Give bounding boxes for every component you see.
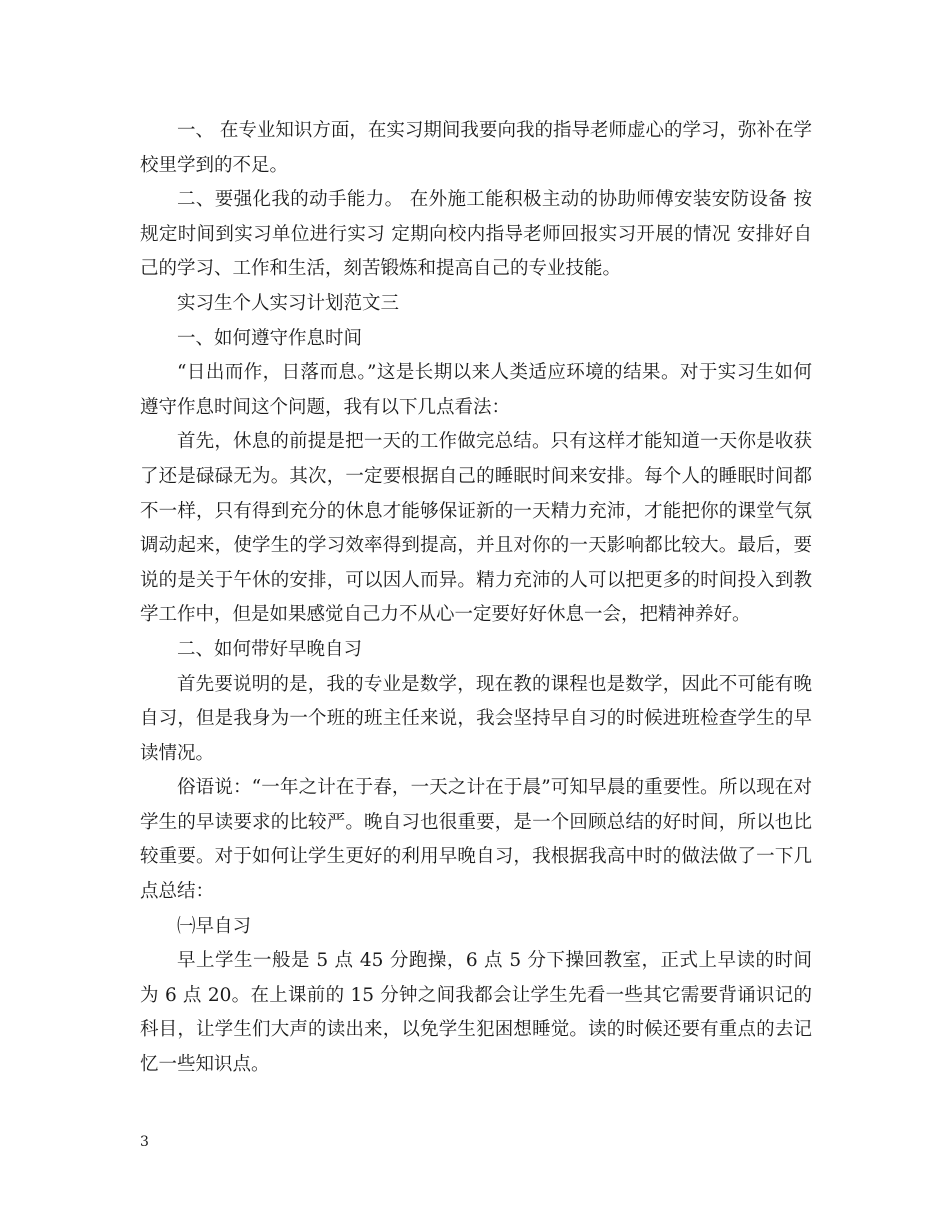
subheading-2: 二、如何带好早晚自习 <box>177 638 363 660</box>
paragraph-6: 俗语说：“一年之计在于春，一天之计在于晨”可知早晨的重要性。所以现在对学生的早读要求的比较严。晚自习也很重要，是一个回顾总结的好时间，所以也比较重要。对于如何让学生更好的利用早晚自习，我根据我高中时的做法做了一下几点总结： <box>140 777 812 903</box>
page-number: 3 <box>140 1134 149 1150</box>
section-title: 实习生个人实习计划范文三 <box>177 292 400 314</box>
paragraph-3: “日出而作，日落而息。”这是长期以来人类适应环境的结果。对于实习生如何遵守作息时间这个问题，我有以下几点看法： <box>140 362 812 418</box>
paragraph-7: 早上学生一般是 5 点 45 分跑操，6 点 5 分下操回教室，正式上早读的时间为 6 点 20。在上课前的 15 分钟之间我都会让学生先看一些其它需要背诵识记的科目，让学生们大声的读出来，以免学生犯困想睡觉。读的时候还要有重点的去记忆一些知识点。 <box>140 950 812 1076</box>
paragraph-1: 一、 在专业知识方面，在实习期间我要向我的指导老师虚心的学习，弥补在学校里学到的不足。 <box>140 120 812 176</box>
subheading-1: 一、如何遵守作息时间 <box>177 327 363 349</box>
subheading-3: ㈠早自习 <box>177 915 252 937</box>
paragraph-2: 二、要强化我的动手能力。 在外施工能积极主动的协助师傅安装安防设备 按规定时间到实习单位进行实习 定期向校内指导老师回报实习开展的情况 安排好自己的学习、工作和生活，刻苦锻炼和提高自己的专业技能。 <box>140 189 812 280</box>
document-body <box>140 114 812 1083</box>
paragraph-5: 首先要说明的是，我的专业是数学，现在教的课程也是数学，因此不可能有晚自习，但是我身为一个班的班主任来说，我会坚持早自习的时候进班检查学生的早读情况。 <box>140 673 812 764</box>
paragraph-4: 首先，休息的前提是把一天的工作做完总结。只有这样才能知道一天你是收获了还是碌碌无为。其次，一定要根据自己的睡眠时间来安排。每个人的睡眠时间都不一样，只有得到充分的休息才能够保证新的一天精力充沛，才能把你的课堂气氛调动起来，使学生的学习效率得到提高，并且对你的一天影响都比较大。最后，要说的是关于午休的安排，可以因人而异。精力充沛的人可以把更多的时间投入到教学工作中，但是如果感觉自己力不从心一定要好好休息一会，把精神养好。 <box>140 431 812 626</box>
